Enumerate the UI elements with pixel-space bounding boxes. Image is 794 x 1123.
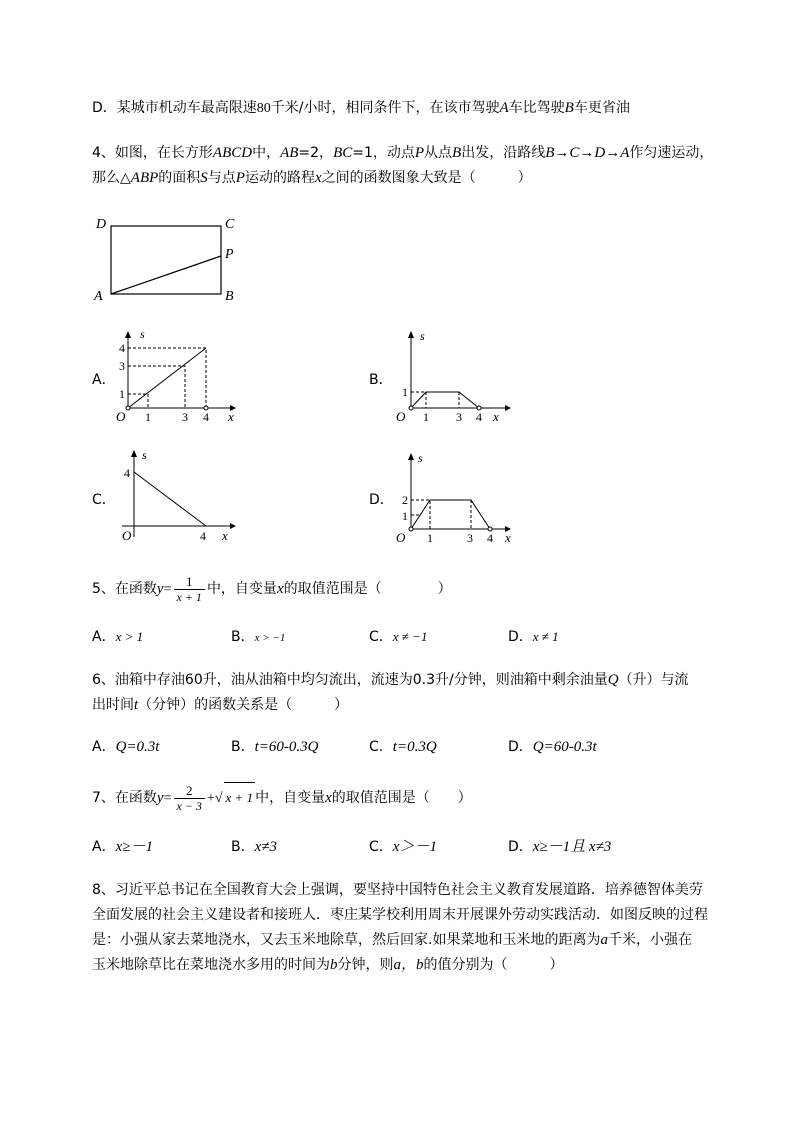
tick-1: 1 [423,410,429,424]
q7-stem: 7、在函数y= $\frac{2}{x - 3}$ +√ x + 1 中，自变量x的取值范围是（ ） [92,782,472,813]
ytick-4: 4 [124,466,130,480]
label-b: B [225,289,234,304]
q4-line1: 4、如图，在长方形ABCD中，AB=2，BC=1，动点P从点B出发，沿路线B→C→D→A作匀速运动， [92,145,714,161]
x-axis-arrow [505,405,511,411]
tick-4: 4 [200,529,206,543]
rectangle-abcd [111,226,221,294]
label-c: C [225,217,235,232]
graph-line [411,500,490,529]
q5-option-d: D．x ≠ 1 [508,629,559,645]
open-point [126,406,130,410]
q8-line4: 玉米地除草比在菜地浇水多用的时间为b分钟，则a，b的值分别为（ ） [92,957,564,973]
q4-line2: 那么△ABP的面积S与点P运动的路程x之间的函数图象大致是（ ） [92,170,532,186]
x-label: x [228,409,234,424]
q4-graph-c [112,447,242,543]
ytick-2: 2 [402,493,408,507]
tick-4: 4 [203,410,209,424]
tick-3: 3 [456,410,462,424]
s-label: s [418,451,423,465]
ytick-1: 1 [402,385,408,399]
label-d: D [96,217,107,232]
q4-option-c-label: C． [92,492,116,508]
graph-line [411,392,479,408]
s-label: s [140,328,145,341]
q6-line2: 出时间t（分钟）的函数关系是（ ） [92,697,349,713]
q7-option-b: B．x≠3 [231,839,277,855]
label-p: P [225,247,234,262]
q5-fraction: $\frac{1}{x + 1}$ [174,575,205,604]
x-label: x [493,409,499,424]
q4-option-a-label: A． [92,372,116,388]
q8-line3: 是：小强从家去菜地浇水，又去玉米地除草，然后回家.如果菜地和玉米地的距离为a千米，小强在 [92,932,692,948]
graph-line [128,348,206,408]
q4-rectangle-figure [90,210,250,310]
q8-line1: 8、习近平总书记在全国教育大会上强调，要坚持中国特色社会主义教育发展道路．培养德智体美劳 [92,882,703,898]
label-a: A [94,289,103,304]
q8-line2: 全面发展的社会主义建设者和接班人．枣庄某学校利用周末开展课外劳动实践活动．如图反映的过程 [92,907,708,923]
tick-4: 4 [487,531,493,545]
x-axis-arrow [230,523,236,529]
ytick-1: 1 [119,387,125,401]
origin-label: O [122,528,132,543]
ytick-3: 3 [119,359,125,373]
y-axis-arrow [408,453,414,460]
tick-1: 1 [145,410,151,424]
q5-option-a: A．x > 1 [92,629,144,645]
q6-option-d: D．Q=60-0.3t [508,739,597,755]
q4-graph-a [112,328,242,424]
q7-fraction: $\frac{2}{x - 3}$ [174,784,205,813]
x-label: x [505,530,511,545]
segment-ap [111,256,221,294]
q4-graph-d [395,450,520,546]
q6-option-a: A．Q=0.3t [92,739,160,755]
ytick-1: 1 [402,509,408,523]
y-axis-arrow [125,331,131,338]
q5-stem: 5、在函数y= $\frac{1}{x + 1}$ 中，自变量x的取值范围是（ ） [92,573,452,604]
origin-label: O [396,530,406,545]
y-axis-arrow [131,450,137,457]
q5-option-c: C．x ≠ −1 [369,629,428,645]
graph-line [134,472,206,526]
q6-line1: 6、油箱中存油60升，油从油箱中均匀流出，流速为0.3升/分钟，则油箱中剩余油量Q（升）与流 [92,672,689,688]
q6-option-c: C．t=0.3Q [369,739,437,755]
y-axis-arrow [408,331,414,338]
open-point [409,406,413,410]
ytick-4: 4 [119,341,125,355]
sqrt-sign: √ [214,791,223,806]
s-label: s [142,448,147,462]
open-point [409,527,413,531]
origin-label: O [116,409,126,424]
x-label: x [222,528,228,543]
q6-option-b: B．t=60-0.3Q [231,739,319,755]
tick-3: 3 [467,531,473,545]
q7-option-d: D．x≥－1且 x≠3 [508,839,612,855]
origin-label: O [396,409,406,424]
q4-option-b-label: B． [369,372,393,388]
tick-3: 3 [182,410,188,424]
tick-4: 4 [476,410,482,424]
s-label: s [420,329,425,343]
q7-option-c: C．x＞－1 [369,839,437,855]
q7-option-a: A．x≥－1 [92,839,153,855]
tick-1: 1 [427,531,433,545]
q4-option-d-label: D． [369,492,394,508]
q4-graph-b [395,328,515,424]
q5-option-b: B．x > −1 [231,629,286,645]
q3-option-d: D．某城市机动车最高限速80千米/小时，相同条件下，在该市驾驶A车比驾驶B车更省油 [92,100,630,116]
